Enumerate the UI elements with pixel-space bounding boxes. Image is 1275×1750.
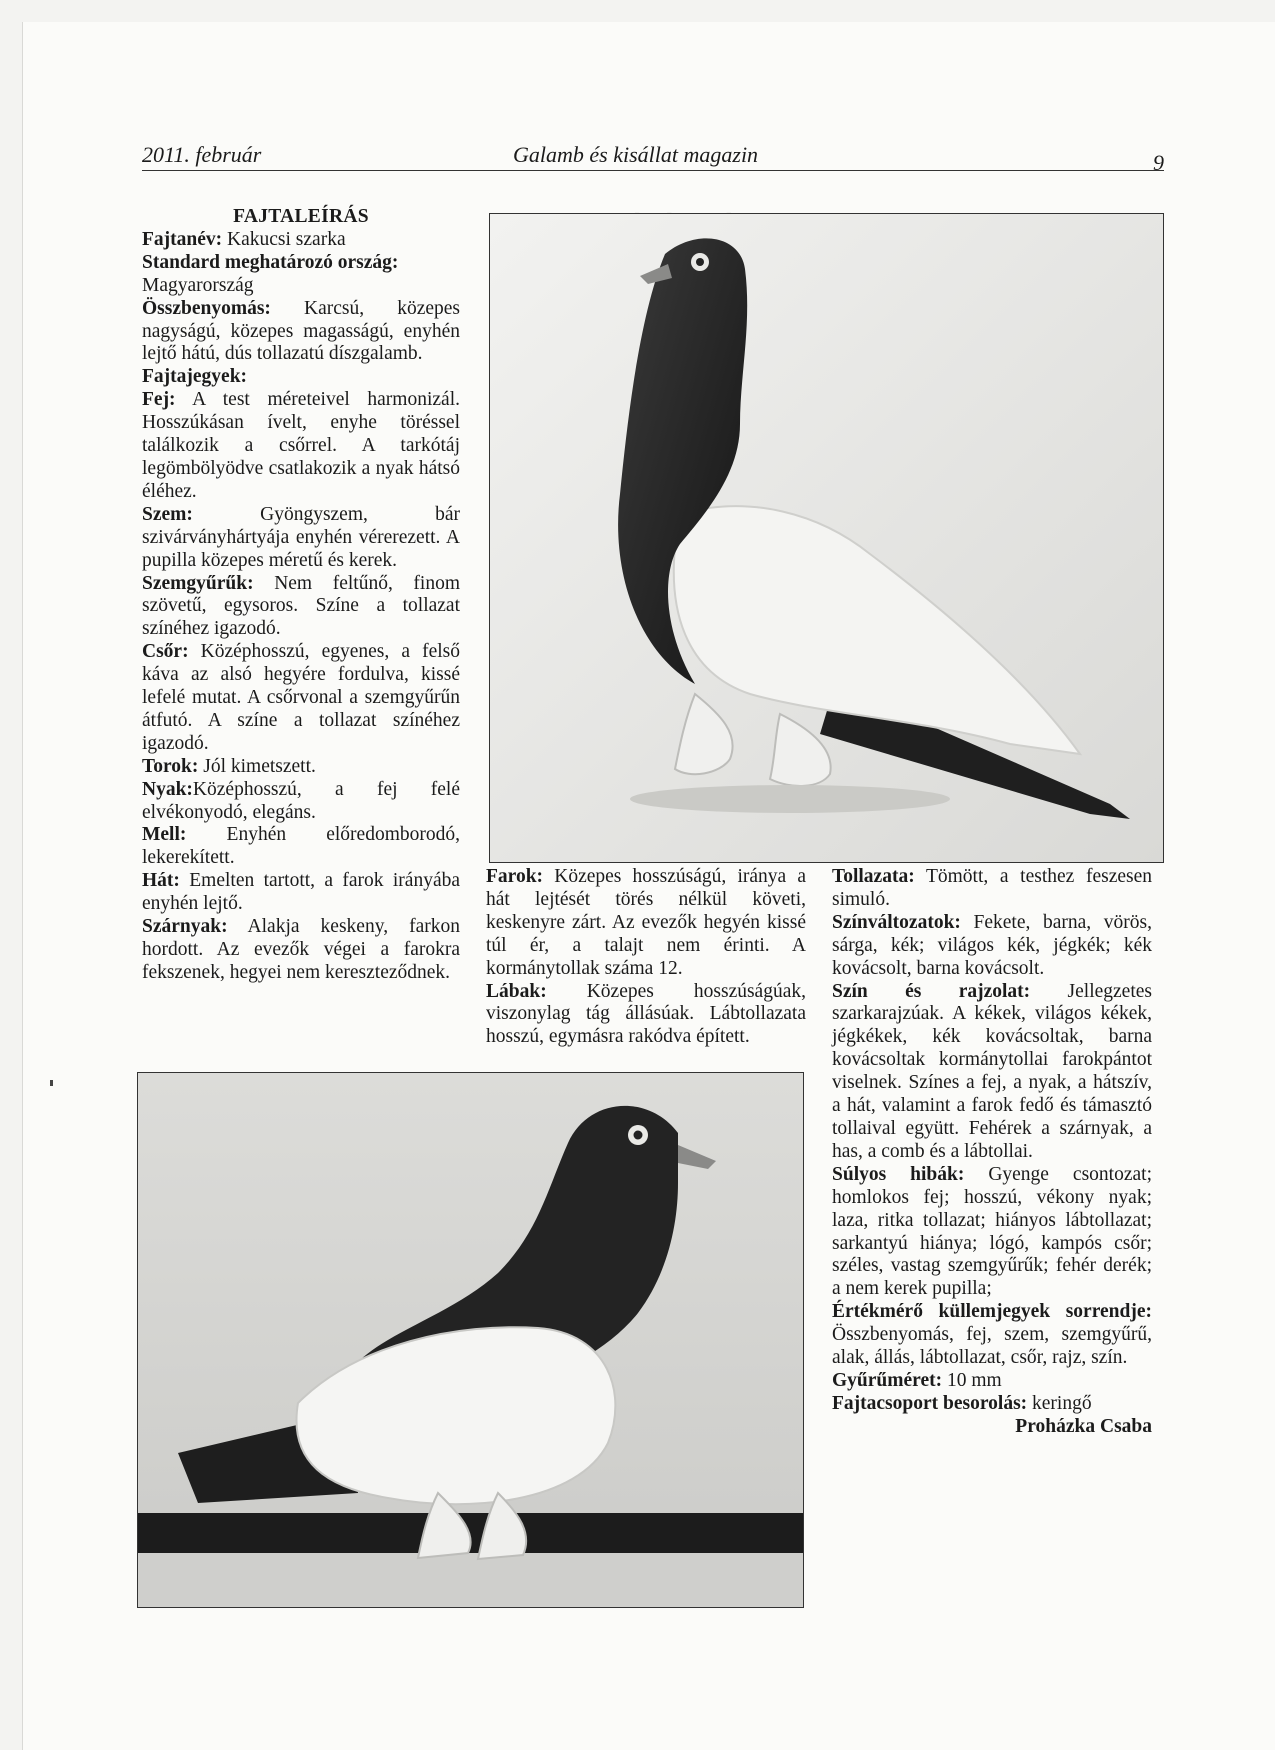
- tail-label: Farok:: [486, 866, 544, 887]
- legs-label: Lábak:: [486, 980, 547, 1002]
- breed-name: [142, 229, 460, 252]
- standard-country-label: Standard meghatározó ország:: [142, 251, 399, 273]
- color-pattern-text: Jellegzetes szarkarajzúak. A kékek, világos kékek, jégkékek, kék kovácsoltak, barna kovácsoltak kormánytollai farokpántot viselnek. Színes a fej, a nyak, a hátszív, a hát, valamint a farok fedő és támasztó tollaival együtt. Fehérek a szárnyak, a has, a comb és a lábtollai.: [832, 980, 1152, 1162]
- legs-paragraph: [486, 981, 806, 1050]
- back-label: Hát:: [142, 870, 180, 892]
- ring-size-paragraph: [832, 1370, 1152, 1393]
- edge-mark: [50, 1080, 53, 1086]
- eye-paragraph: [142, 504, 460, 573]
- eye-ring-text: Nem feltűnő, finom szövetű, egysoros. Színe a tollazat színéhez igazodó.: [142, 572, 460, 640]
- standard-country: [142, 252, 460, 298]
- breed-name-label: Fajtanév:: [142, 228, 223, 250]
- color-pattern-label: Szín és rajzolat:: [832, 980, 1031, 1002]
- overall-impression-label: Összbenyomás:: [142, 297, 271, 319]
- chest-text: Enyhén előredomborodó, lekerekített.: [142, 824, 460, 869]
- page-number: 9: [1153, 150, 1164, 175]
- throat-text: Jól kimetszett.: [198, 755, 316, 777]
- neck-text: Középhosszú, a fej felé elvékonyodó, elegáns.: [142, 778, 460, 823]
- pigeon-photo-side: [137, 1072, 804, 1608]
- overall-impression: [142, 298, 460, 367]
- color-pattern-paragraph: [832, 981, 1152, 1164]
- wings-paragraph: [142, 916, 460, 985]
- judging-order-text: Összbenyomás, fej, szem, szemgyűrű, alak, állás, lábtollazat, csőr, rajz, szín.: [832, 1324, 1152, 1369]
- legs-text: Közepes hosszúságúak, viszonylag tág állásúak. Lábtollazata hosszú, egymásra rakódva épített.: [486, 980, 806, 1048]
- back-paragraph: [142, 870, 460, 916]
- chest-paragraph: [142, 824, 460, 870]
- issue-date: 2011. február: [142, 142, 262, 167]
- back-text: Emelten tartott, a farok irányába enyhén lejtő.: [142, 870, 460, 915]
- ring-size-text: 10 mm: [942, 1369, 1002, 1391]
- eye-text: Gyöngyszem, bár szivárványhártyája enyhén vérerezett. A pupilla közepes méretű és kerek.: [142, 503, 460, 571]
- wings-label: Szárnyak:: [142, 916, 228, 938]
- pigeon-photo-standing: [489, 213, 1164, 863]
- chest-label: Mell:: [142, 824, 187, 846]
- beak-paragraph: [142, 641, 460, 756]
- right-column: [832, 866, 1152, 1439]
- ring-size-label: Gyűrűméret:: [832, 1369, 943, 1391]
- neck-paragraph: [142, 779, 460, 825]
- eye-ring-paragraph: [142, 573, 460, 642]
- tail-paragraph: [486, 866, 806, 981]
- head-label: Fej:: [142, 389, 176, 411]
- judging-order-paragraph: [832, 1301, 1152, 1370]
- color-varieties-text: Fekete, barna, vörös, sárga, kék; világos kék, jégkék; kék kovácsolt, barna kovácsolt.: [832, 911, 1152, 979]
- head-paragraph: [142, 389, 460, 504]
- overall-impression-text: Karcsú, közepes nagyságú, közepes magasságú, enyhén lejtő hátú, dús tollazatú díszgalamb.: [142, 297, 460, 365]
- plumage-label: Tollazata:: [832, 866, 915, 887]
- neck-label: Nyak:: [142, 778, 193, 800]
- beak-label: Csőr:: [142, 641, 189, 663]
- breed-name-text: Kakucsi szarka: [222, 228, 346, 250]
- middle-column: [486, 866, 806, 1049]
- throat-label: Torok:: [142, 755, 199, 777]
- pigeon-standing-image: [490, 214, 1163, 862]
- breed-group-label: Fajtacsoport besorolás:: [832, 1392, 1028, 1414]
- breed-group-paragraph: [832, 1393, 1152, 1416]
- breed-group-text: keringő: [1027, 1392, 1092, 1414]
- left-column: [142, 206, 460, 985]
- color-varieties-paragraph: [832, 912, 1152, 981]
- plumage-paragraph: [832, 866, 1152, 912]
- pigeon-side-image: [138, 1073, 803, 1607]
- judging-order-label: Értékmérő küllemjegyek sorrendje:: [832, 1301, 1152, 1323]
- standard-country-text: Magyarország: [142, 274, 254, 296]
- eye-label: Szem:: [142, 503, 193, 525]
- tail-text: Közepes hosszúságú, iránya a hát lejtését törés nélkül követi, keskenyre zárt. Az evezők hegyén kissé túl ér, a talajt nem érinti. A kormánytollak száma 12.: [486, 866, 806, 979]
- magazine-title: Galamb és kisállat magazin: [513, 142, 759, 167]
- head-text: A test méreteivel harmonizál. Hosszúkásan ívelt, enyhe töréssel találkozik a csőrrel. A tarkótáj legömbölyödve csatlakozik a nyak hátsó éléhez.: [142, 389, 460, 502]
- throat-paragraph: [142, 756, 460, 779]
- page-header: [142, 142, 1164, 175]
- major-faults-text: Gyenge csontozat; homlokos fej; hosszú, vékony nyak; laza, ritka tollazat; hiányos lábtollazat; sarkantyú hiánya; lógó, kampós csőr; széles, vastag szemgyűrűk; fehér derék; a nem kerek pupilla;: [832, 1163, 1152, 1300]
- breed-features-label: Fajtajegyek:: [142, 366, 248, 388]
- color-varieties-label: Színváltozatok:: [832, 911, 961, 933]
- author: Proházka Csaba: [1015, 1415, 1152, 1437]
- eye-ring-label: Szemgyűrűk:: [142, 572, 254, 594]
- beak-text: Középhosszú, egyenes, a felső káva az alsó hegyére fordulva, kissé lefelé mutat. A csőrvonal a szemgyűrűn átfutó. A színe a tollazat színéhez igazodó.: [142, 641, 460, 754]
- plumage-text: Tömött, a testhez feszesen simuló.: [832, 866, 1152, 910]
- wings-text: Alakja keskeny, farkon hordott. Az evezők végei a farokra fekszenek, hegyei nem kereszteződnek.: [142, 916, 460, 983]
- major-faults-paragraph: [832, 1164, 1152, 1301]
- major-faults-label: Súlyos hibák:: [832, 1163, 965, 1185]
- breed-features: [142, 366, 460, 389]
- section-title: FAJTALEÍRÁS: [233, 206, 369, 227]
